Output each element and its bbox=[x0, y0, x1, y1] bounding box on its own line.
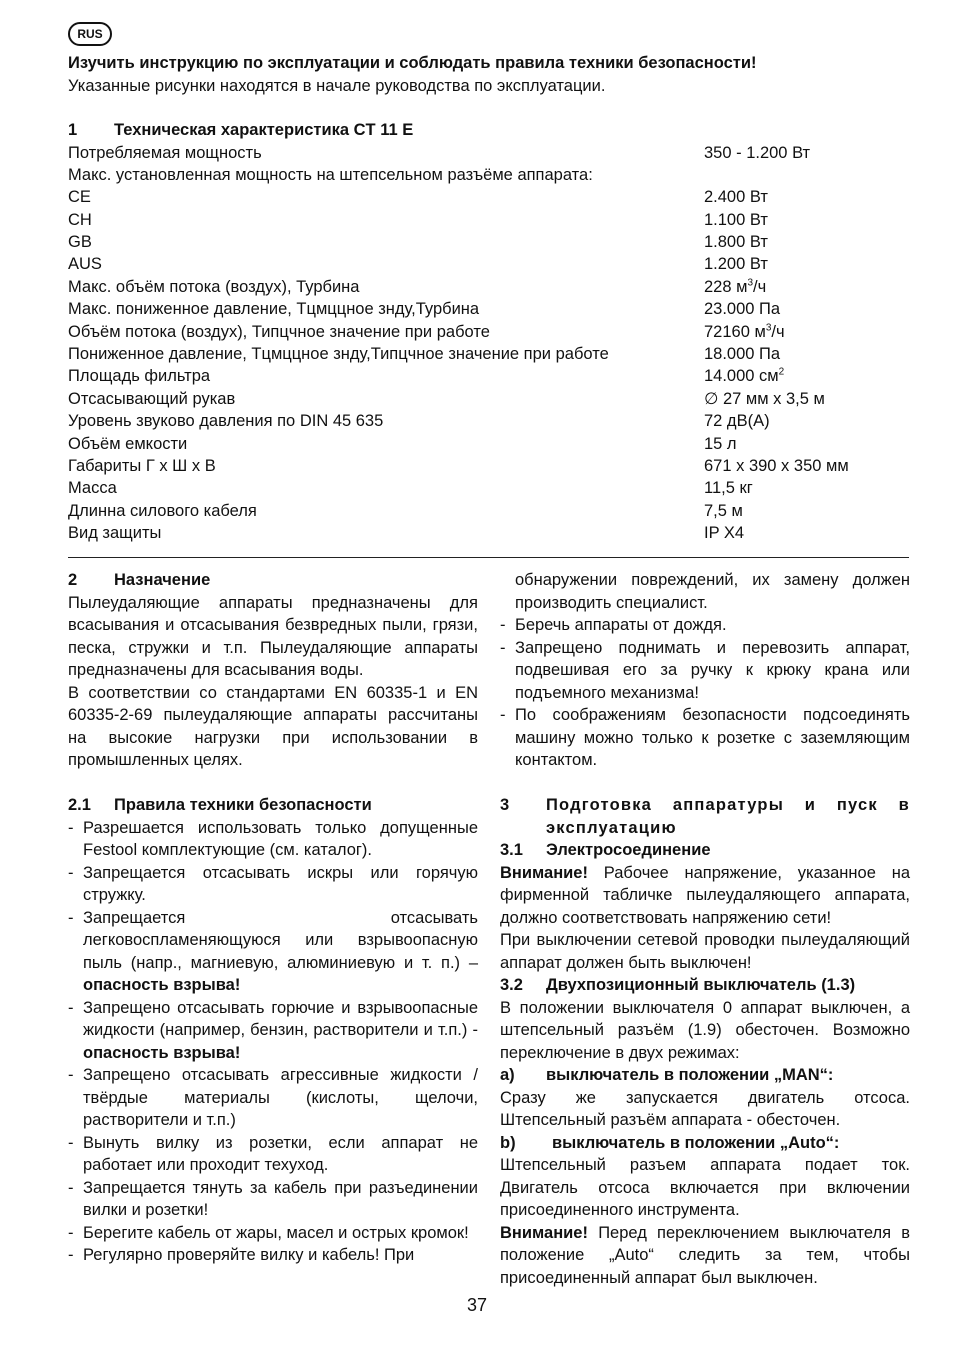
spec-label: Потребляемая мощность bbox=[68, 143, 262, 162]
spec-value: ∅ 27 мм x 3,5 м bbox=[704, 389, 825, 408]
list-item: - Запрещено отсасывать горючие и взрывоопасные жидкости (например, бензин, растворители и т.п.) - опасность взрыва! bbox=[68, 998, 478, 1062]
section-divider bbox=[68, 557, 909, 558]
page-number: 37 bbox=[466, 1295, 488, 1315]
spec-label: Площадь фильтра bbox=[68, 367, 211, 386]
spec-label: Вид защиты bbox=[68, 524, 162, 543]
left-column bbox=[68, 569, 478, 1267]
spec-label: Пониженное давление, Тцмццное знду,Типцчное значение при работе bbox=[68, 345, 609, 364]
mode-b-heading bbox=[500, 1132, 910, 1155]
spec-label: CH bbox=[68, 210, 92, 229]
spec-row bbox=[68, 186, 918, 208]
intro bbox=[68, 52, 918, 97]
spec-value: 7,5 м bbox=[704, 501, 743, 520]
spec-value: 18.000 Па bbox=[704, 345, 781, 364]
list-item: - Беречь аппараты от дождя. bbox=[500, 616, 727, 634]
section-2-title: Назначение bbox=[114, 571, 211, 589]
spec-value: 1.100 Вт bbox=[704, 210, 768, 229]
spec-row bbox=[68, 477, 918, 499]
section-2-1-heading bbox=[68, 794, 478, 817]
spec-row bbox=[68, 455, 918, 477]
spec-label: Длинна силового кабеля bbox=[68, 501, 257, 520]
auto-warning-text: Перед переключением выключателя в положение „Auto“ следить за тем, чтобы присоединенный аппарат был выключен. bbox=[500, 1223, 910, 1287]
spec-row bbox=[68, 298, 918, 320]
spec-row bbox=[68, 522, 918, 544]
spec-label: CE bbox=[68, 188, 91, 207]
mode-a-heading bbox=[500, 1064, 910, 1087]
list-item: - Запрещено поднимать и перевозить аппарат, подвешивая его за ручку к крюку крана или подъемного механизма! bbox=[500, 638, 910, 702]
spec-value: IP X4 bbox=[704, 524, 745, 543]
list-item: - Запрещается отсасывать легковоспламеняющуюся или взрывоопасную пыль (напр., магниевую, алюминиевую и т. п.) – опасность взрыва! bbox=[68, 908, 478, 994]
list-item: - Вынуть вилку из розетки, если аппарат не работает или проходит техуход. bbox=[68, 1133, 478, 1174]
list-item-text: обнаружении повреждений, их замену должен производить специалист. bbox=[515, 571, 910, 612]
spec-value: 72 дВ(A) bbox=[704, 412, 770, 431]
spec-row bbox=[68, 164, 918, 186]
section-2-heading bbox=[68, 569, 478, 592]
mode-b-title: выключатель в положении „Auto“: bbox=[552, 1133, 840, 1152]
mode-b-text: Штепсельный разъем аппарата подает ток. Двигатель отсоса включается при включении присоединенного инструмента. bbox=[500, 1156, 910, 1219]
mode-a-label: a) bbox=[500, 1066, 515, 1084]
spec-label: Макс. установленная мощность на штепсельном разъёме аппарата: bbox=[68, 165, 593, 184]
spec-value: 1.800 Вт bbox=[704, 233, 768, 252]
spec-label: AUS bbox=[68, 255, 102, 274]
list-item: - Разрешается использовать только допущенные Festool комплектующие (см. каталог). bbox=[68, 818, 478, 859]
section-3-number: 3 bbox=[500, 796, 510, 814]
spec-value: 23.000 Па bbox=[704, 300, 781, 319]
spec-value: 1.200 Вт bbox=[704, 255, 768, 274]
section-3-2-paragraph: В положении выключателя 0 аппарат выключен, а штепсельный разъём (1.9) обесточен. Возможно переключение в двух режимах: bbox=[500, 998, 910, 1062]
spec-row bbox=[68, 500, 918, 522]
mode-a-title: выключатель в положении „MAN“: bbox=[546, 1066, 834, 1084]
spec-heading bbox=[68, 119, 918, 142]
spec-label: GB bbox=[68, 233, 92, 252]
safety-warning: Изучить инструкцию по эксплуатации и соблюдать правила техники безопасности! bbox=[68, 54, 757, 72]
section-3-2-title: Двухпозиционный выключатель (1.3) bbox=[546, 976, 856, 994]
section-3-2-number: 3.2 bbox=[500, 976, 523, 994]
spec-row bbox=[68, 388, 918, 410]
section-3-2-heading bbox=[500, 974, 910, 997]
spec-row bbox=[68, 209, 918, 231]
section-3-title: Подготовка аппаратуры и пуск в эксплуатацию bbox=[546, 796, 910, 837]
spec-value: 14.000 $см^2$ bbox=[704, 366, 785, 386]
spec-row bbox=[68, 231, 918, 253]
section-3-1-number: 3.1 bbox=[500, 841, 523, 859]
spec-value: 11,5 кг bbox=[704, 479, 753, 498]
spec-section bbox=[68, 119, 918, 545]
list-item: - Берегите кабель от жары, масел и острых кромок! bbox=[68, 1223, 469, 1242]
spec-label: Макс. пониженное давление, Тцмццное знду,Турбина bbox=[68, 300, 480, 319]
spec-row bbox=[68, 321, 918, 343]
spacer bbox=[500, 772, 910, 795]
section-3-1-title: Электросоединение bbox=[546, 841, 711, 859]
spec-label: Объём емкости bbox=[68, 434, 188, 453]
spec-row bbox=[68, 410, 918, 432]
list-item: - Запрещается отсасывать искры или горячую стружку. bbox=[68, 863, 478, 904]
attention-label: Внимание! bbox=[500, 1223, 588, 1242]
section-3-1-paragraph-1 bbox=[500, 862, 910, 930]
section-2-paragraph-1: Пылеудаляющие аппараты предназначены для всасывания и отсасывания безвредных пыли, грязи, песка, стружки и т.п. Пылеудаляющие аппараты предназначены для всасывания воды. bbox=[68, 593, 478, 679]
spec-title: Техническая характеристика CT 11 E bbox=[114, 121, 414, 139]
spec-row bbox=[68, 142, 918, 164]
list-item: - Запрещается тянуть за кабель при разъединении вилки и розетки! bbox=[68, 1178, 478, 1219]
attention-label: Внимание! bbox=[500, 863, 588, 882]
section-3-heading bbox=[500, 794, 910, 839]
spec-table bbox=[68, 142, 918, 545]
section-2-1-title: Правила техники безопасности bbox=[114, 796, 372, 814]
spec-value: 2.400 Вт bbox=[704, 188, 768, 207]
section-3-1-text: Рабочее напряжение, указанное на фирменной табличке пылеудаляющего аппарата, должно соответствовать напряжению сети! bbox=[500, 863, 910, 927]
language-badge: RUS bbox=[68, 22, 112, 46]
spacer bbox=[68, 772, 478, 795]
section-2-1-number: 2.1 bbox=[68, 796, 91, 814]
section-2-number: 2 bbox=[68, 571, 78, 589]
spec-label: Объём потока (воздух), Типцчное значение при работе bbox=[68, 322, 490, 341]
mode-b-label: b) bbox=[500, 1133, 516, 1152]
safety-list bbox=[68, 817, 478, 1267]
right-column bbox=[500, 569, 910, 1289]
auto-warning bbox=[500, 1222, 910, 1290]
spec-label: Отсасывающий рукав bbox=[68, 389, 236, 408]
spec-value: 72160 $м^3/ч$ bbox=[704, 322, 785, 341]
spec-number: 1 bbox=[68, 121, 78, 139]
figures-note: Указанные рисунки находятся в начале руководства по эксплуатации. bbox=[68, 76, 606, 95]
list-item: - Запрещено отсасывать агрессивные жидкости / твёрдые материалы (кислоты, щелочи, растворители и т.п.) bbox=[68, 1066, 478, 1129]
list-item: - По соображениям безопасности подсоединять машину можно только к розетке с заземляющим контактом. bbox=[500, 706, 910, 769]
spec-value: 671 x 390 x 350 мм bbox=[704, 456, 849, 475]
spec-label: Габариты Г x Ш x В bbox=[68, 456, 216, 475]
spec-row bbox=[68, 276, 918, 298]
spec-label: Уровень звуково давления по DIN 45 635 bbox=[68, 412, 384, 431]
right-list bbox=[500, 614, 910, 772]
spec-label: Масса bbox=[68, 479, 117, 498]
spec-value: 228 $м^3/ч$ bbox=[704, 277, 767, 296]
list-item: - Регулярно проверяйте вилку и кабель! При bbox=[68, 1246, 415, 1264]
spec-value: 350 - 1.200 Вт bbox=[704, 143, 811, 162]
list-item bbox=[500, 569, 910, 614]
spec-value: 15 л bbox=[704, 434, 737, 453]
spec-row bbox=[68, 343, 918, 365]
spec-row bbox=[68, 433, 918, 455]
spec-row bbox=[68, 253, 918, 275]
section-3-1-paragraph-2: При выключении сетевой проводки пылеудаляющий аппарат должен быть выключен! bbox=[500, 931, 910, 972]
section-3-1-heading bbox=[500, 839, 910, 862]
spec-row bbox=[68, 365, 918, 387]
spec-label: Макс. объём потока (воздух), Турбина bbox=[68, 277, 360, 296]
mode-a-text: Сразу же запускается двигатель отсоса. Штепсельный разъём аппарата - обесточен. bbox=[500, 1088, 910, 1129]
section-2-paragraph-2: В соответствии со стандартами EN 60335-1 и EN 60335-2-69 пылеудаляющие аппараты рассчитаны на высокие нагрузки при использовании в промышленных целях. bbox=[68, 683, 478, 769]
